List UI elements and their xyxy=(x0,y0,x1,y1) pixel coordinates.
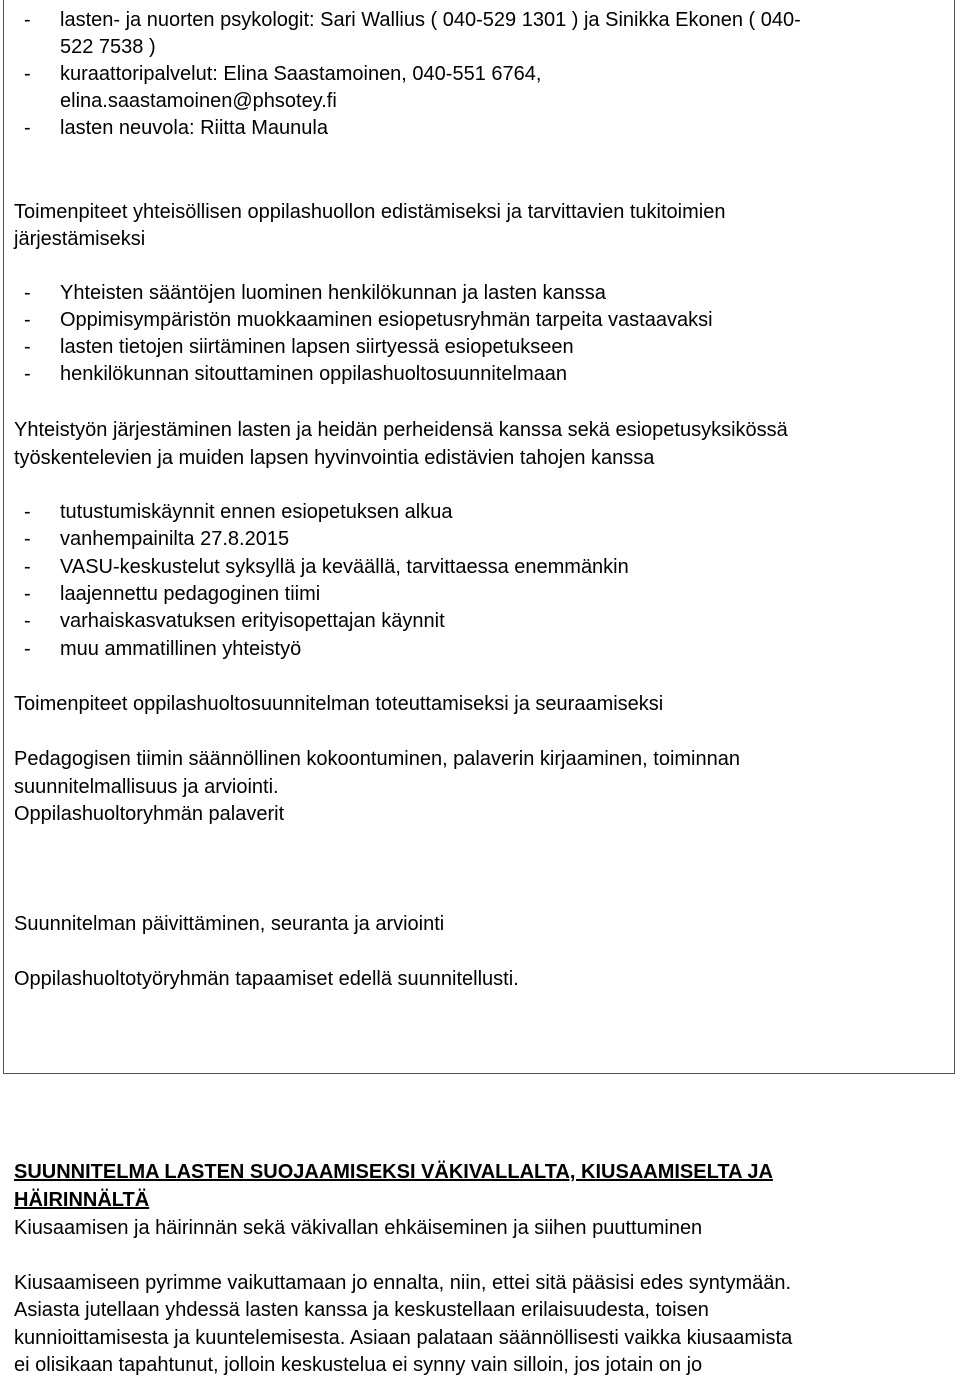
dash-marker: - xyxy=(24,117,31,139)
measures-title-line1: Toimenpiteet yhteisöllisen oppilashuollon edistämiseksi ja tarvittavien tukitoimien xyxy=(14,201,726,223)
list-item: - varhaiskasvatuksen erityisopettajan käynnit xyxy=(24,610,445,632)
contact-psychologists-cont: 522 7538 ) xyxy=(60,36,156,58)
dash-marker: - xyxy=(24,9,31,31)
cooperation-title-line1: Yhteistyön järjestäminen lasten ja heidän perheidensä kanssa sekä esiopetusyksikössä xyxy=(14,419,788,441)
list-item: - Yhteisten sääntöjen luominen henkilökunnan ja lasten kanssa xyxy=(24,282,606,304)
list-item: - lasten tietojen siirtäminen lapsen siirtyessä esiopetukseen xyxy=(24,336,574,358)
list-item: - muu ammatillinen yhteistyö xyxy=(24,638,302,660)
dash-marker: - xyxy=(24,63,31,85)
section-subheading: Kiusaamisen ja häirinnän sekä väkivallan ehkäiseminen ja siihen puuttuminen xyxy=(14,1217,703,1239)
dash-marker: - xyxy=(24,336,31,358)
contact-psychologists: lasten- ja nuorten psykologit: Sari Wallius ( 040-529 1301 ) ja Sinikka Ekonen ( 040- xyxy=(60,9,801,31)
dash-marker: - xyxy=(24,638,31,660)
dash-marker: - xyxy=(24,583,31,605)
dash-marker: - xyxy=(24,528,31,550)
implementation-text-line3: Oppilashuoltoryhmän palaverit xyxy=(14,803,285,825)
paragraph-line2: Asiasta jutellaan yhdessä lasten kanssa ja keskustellaan erilaisuudesta, toisen xyxy=(14,1299,709,1321)
list-item: - henkilökunnan sitouttaminen oppilashuoltosuunnitelmaan xyxy=(24,363,568,385)
paragraph-line3: kunnioittamisesta ja kuuntelemisesta. Asiaan palataan säännöllisesti vaikka kiusaamista xyxy=(14,1327,793,1349)
contact-curator-email: elina.saastamoinen@phsotey.fi xyxy=(60,90,337,112)
dash-marker: - xyxy=(24,610,31,632)
implementation-text-line2: suunnitelmallisuus ja arviointi. xyxy=(14,776,279,798)
list-item: - laajennettu pedagoginen tiimi xyxy=(24,583,321,605)
measures-title-line2: järjestämiseksi xyxy=(14,228,146,250)
update-text: Oppilashuoltotyöryhmän tapaamiset edellä suunnitellusti. xyxy=(14,968,519,990)
section-heading-line2: HÄIRINNÄLTÄ xyxy=(14,1189,150,1211)
list-item: - VASU-keskustelut syksyllä ja keväällä, tarvittaessa enemmänkin xyxy=(24,556,629,578)
section-heading-line1: SUUNNITELMA LASTEN SUOJAAMISEKSI VÄKIVALLALTA, KIUSAAMISELTA JA xyxy=(14,1161,773,1183)
list-item: - Oppimisympäristön muokkaaminen esiopetusryhmän tarpeita vastaavaksi xyxy=(24,309,713,331)
contact-clinic: lasten neuvola: Riitta Maunula xyxy=(60,117,328,139)
contact-curator: kuraattoripalvelut: Elina Saastamoinen, 040-551 6764, xyxy=(60,63,542,85)
implementation-text-line1: Pedagogisen tiimin säännöllinen kokoontuminen, palaverin kirjaaminen, toiminnan xyxy=(14,748,740,770)
list-item: - tutustumiskäynnit ennen esiopetuksen alkua xyxy=(24,501,453,523)
implementation-title: Toimenpiteet oppilashuoltosuunnitelman toteuttamiseksi ja seuraamiseksi xyxy=(14,693,664,715)
paragraph-line1: Kiusaamiseen pyrimme vaikuttamaan jo ennalta, niin, ettei sitä pääsisi edes syntymään. xyxy=(14,1272,792,1294)
list-item xyxy=(24,116,328,140)
cooperation-title-line2: työskentelevien ja muiden lapsen hyvinvointia edistävien tahojen kanssa xyxy=(14,447,655,469)
dash-marker: - xyxy=(24,282,31,304)
dash-marker: - xyxy=(24,309,31,331)
list-item xyxy=(24,8,801,32)
list-item: - vanhempainilta 27.8.2015 xyxy=(24,528,290,550)
update-title: Suunnitelman päivittäminen, seuranta ja arviointi xyxy=(14,913,445,935)
dash-marker: - xyxy=(24,556,31,578)
dash-marker: - xyxy=(24,501,31,523)
dash-marker: - xyxy=(24,363,31,385)
paragraph-line4: ei olisikaan tapahtunut, jolloin keskustelua ei synny vain silloin, jos jotain on jo xyxy=(14,1354,703,1376)
list-item xyxy=(24,62,541,86)
